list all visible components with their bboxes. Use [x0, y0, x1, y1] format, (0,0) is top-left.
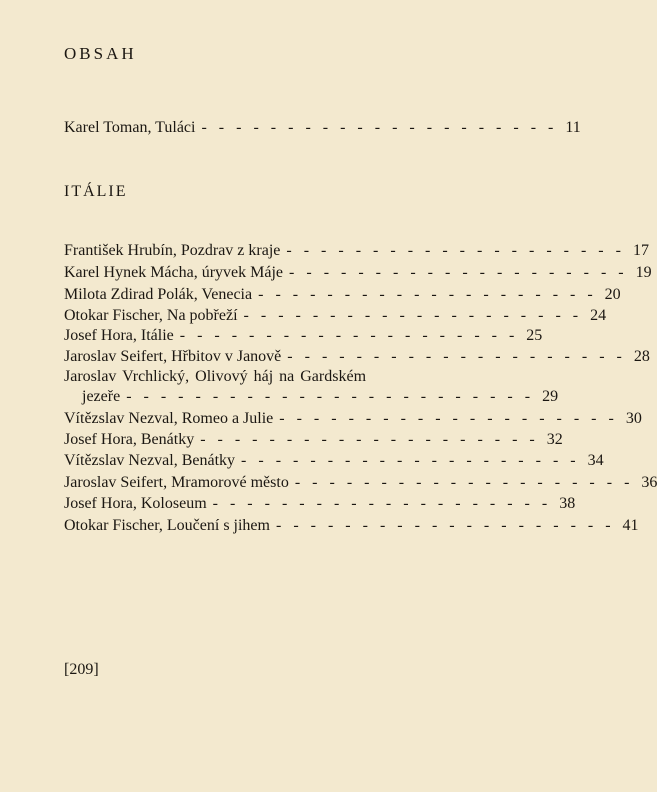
dot-leader: - - - - - - - - - - - - - - - - - - - - - - - -: [126, 388, 535, 405]
toc-entry-intro: [64, 118, 581, 138]
toc-entry: Josef Hora, Benátky - - - - - - - - - - - - - - - - - - - - 32: [64, 431, 563, 448]
toc-entry: Jaroslav Seifert, Mramorové město - - - - - - - - - - - - - - - - - - - - 36: [64, 474, 657, 491]
dot-leader: - - - - - - - - - - - - - - - - - - - -: [243, 307, 583, 324]
toc-entry: Vítězslav Nezval, Benátky - - - - - - - - - - - - - - - - - - - - 34: [64, 452, 604, 469]
dot-leader: - - - - - - - - - - - - - - - - - - - -: [200, 431, 539, 448]
dot-leader: - - - - - - - - - - - - - - - - - - - -: [294, 474, 634, 491]
toc-entry: Milota Zdirad Polák, Venecia - - - - - - - - - - - - - - - - - - - - 20: [64, 286, 621, 303]
toc-entry: Jaroslav Seifert, Hřbitov v Janově - - - - - - - - - - - - - - - - - - - - 28: [64, 348, 650, 365]
dot-leader: - - - - - - - - - - - - - - - - - - - -: [212, 495, 552, 512]
toc-entry: Vítězslav Nezval, Romeo a Julie - - - - - - - - - - - - - - - - - - - - 30: [64, 410, 642, 427]
toc-entry: Karel Hynek Mácha, úryvek Máje - - - - - - - - - - - - - - - - - - - - 19: [64, 264, 652, 281]
dot-leader: - - - - - - - - - - - - - - - - - - - -: [241, 452, 580, 469]
dot-leader: - - - - - - - - - - - - - - - - - - - -: [179, 327, 519, 344]
toc-entry: Otokar Fischer, Na pobřeží - - - - - - - - - - - - - - - - - - - - 24: [64, 307, 607, 324]
dot-leader: - - - - - - - - - - - - - - - - - - - -: [275, 517, 615, 534]
toc-entry: Josef Hora, Koloseum - - - - - - - - - - - - - - - - - - - - 38: [64, 495, 576, 512]
page-number: [209]: [64, 661, 99, 678]
dot-leader: - - - - - - - - - - - - - - - - - - - -: [289, 264, 628, 281]
toc-entry-first-line: Jaroslav Vrchlický, Olivový háj na Gardském: [64, 368, 367, 385]
toc-entry: Josef Hora, Itálie - - - - - - - - - - - - - - - - - - - - 25: [64, 327, 543, 344]
dot-leader: - - - - - - - - - - - - - - - - - - - -: [287, 348, 626, 365]
section-heading: ITÁLIE: [64, 183, 128, 200]
toc-entry-page: 11: [565, 119, 581, 136]
toc-entry-text: Karel Toman, Tuláci: [64, 119, 196, 136]
dot-leader: - - - - - - - - - - - - - - - - - - - -: [279, 410, 618, 427]
dot-leader: - - - - - - - - - - - - - - - - - - - - -: [201, 119, 558, 136]
dot-leader: - - - - - - - - - - - - - - - - - - - -: [258, 286, 597, 303]
toc-entry: František Hrubín, Pozdrav z kraje - - - - - - - - - - - - - - - - - - - - 17: [64, 242, 649, 259]
toc-entry: Otokar Fischer, Loučení s jihem - - - - - - - - - - - - - - - - - - - - 41: [64, 517, 639, 534]
dot-leader: - - - - - - - - - - - - - - - - - - - -: [286, 242, 625, 259]
toc-entry: jezeře - - - - - - - - - - - - - - - - - - - - - - - - 29: [82, 388, 559, 405]
contents-title: OBSAH: [64, 44, 137, 63]
